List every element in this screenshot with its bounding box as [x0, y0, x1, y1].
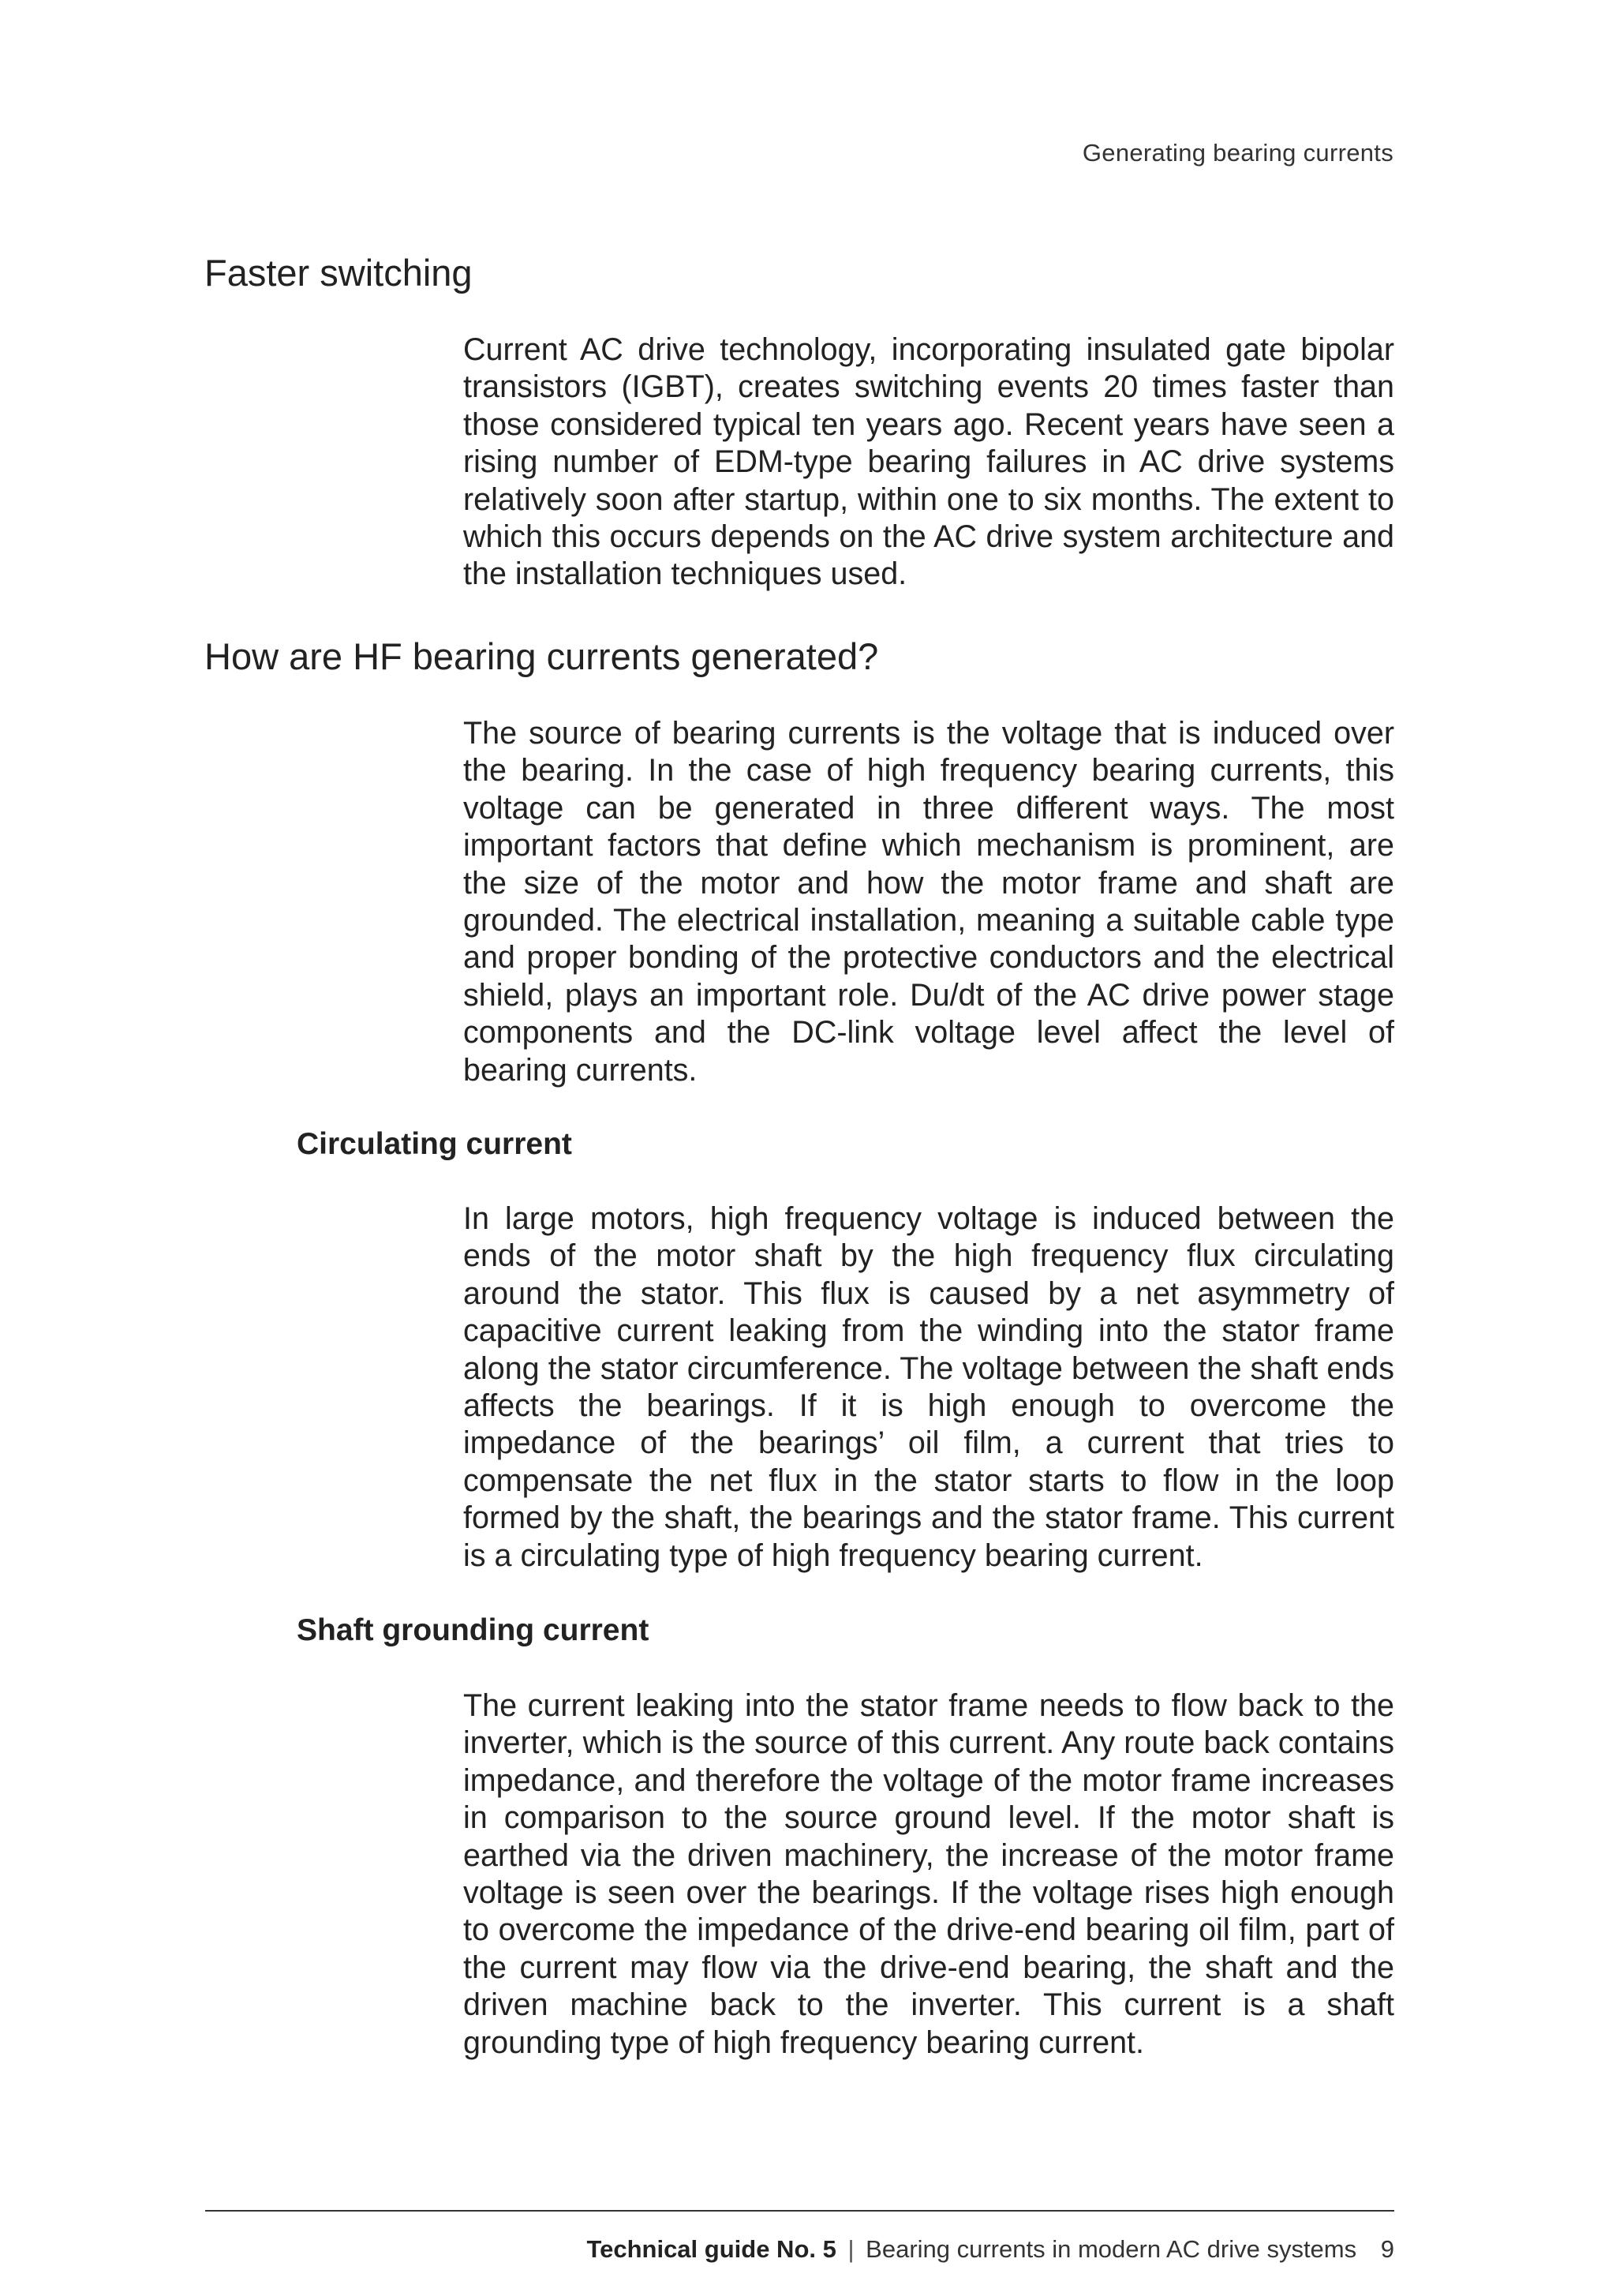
footer-guide-label: Technical guide No. 5 — [586, 2235, 836, 2263]
heading-faster-switching: Faster switching — [204, 252, 473, 294]
heading-shaft-grounding-current: Shaft grounding current — [297, 1613, 649, 1647]
footer-guide-title: Bearing currents in modern AC drive systems — [866, 2235, 1357, 2263]
paragraph-shaft-grounding-current: The current leaking into the stator frame needs to flow back to the inverter, which is the source of this current. Any route back contains impedance, and therefore the voltage of the motor frame increases in comparison to the source ground level. If the motor shaft is earthed via the driven machinery, the increase of the motor frame voltage is seen over the bearings. If the voltage rises high enough to overcome the impedance of the drive-end bearing oil film, part of the current may flow via the drive-end bearing, the shaft and the driven machine back to the inverter. This current is a shaft grounding type of high frequency bearing current. — [463, 1688, 1394, 2060]
footer-divider — [205, 2210, 1394, 2212]
footer-separator: | — [847, 2235, 855, 2263]
page-number: 9 — [1380, 2235, 1394, 2263]
heading-circulating-current: Circulating current — [297, 1127, 572, 1161]
paragraph-circulating-current: In large motors, high frequency voltage is induced between the ends of the motor shaft by the high frequency flux circulating around the stator. This flux is caused by a net asymmetry of capacitive current leaking from the winding into the stator frame along the stator circumference. The voltage between the shaft ends affects the bearings. If it is high enough to overcome the impedance of the bearings’ oil film, a current that tries to compensate the net flux in the stator starts to flow in the loop formed by the shaft, the bearings and the stator frame. This current is a circulating type of high frequency bearing current. — [463, 1201, 1394, 1573]
page-footer — [586, 2235, 1394, 2264]
paragraph-faster-switching: Current AC drive technology, incorporating insulated gate bipolar transistors (IGBT), creates switching events 20 times faster than those considered typical ten years ago. Recent years have seen a rising number of EDM-type bearing failures in AC drive systems relatively soon after startup, within one to six months. The extent to which this occurs depends on the AC drive system architecture and the installation techniques used. — [463, 332, 1394, 592]
paragraph-hf-generation: The source of bearing currents is the voltage that is induced over the bearing. In the case of high frequency bearing currents, this voltage can be generated in three different ways. The most important factors that define which mechanism is prominent, are the size of the motor and how the motor frame and shaft are grounded. The electrical installation, meaning a suitable cable type and proper bonding of the protective conductors and the electrical shield, plays an important role. Du/dt of the AC drive power stage components and the DC-link voltage level affect the level of bearing currents. — [463, 716, 1394, 1088]
running-header: Generating bearing currents — [1082, 139, 1393, 167]
heading-hf-generation: How are HF bearing currents generated? — [204, 635, 879, 677]
